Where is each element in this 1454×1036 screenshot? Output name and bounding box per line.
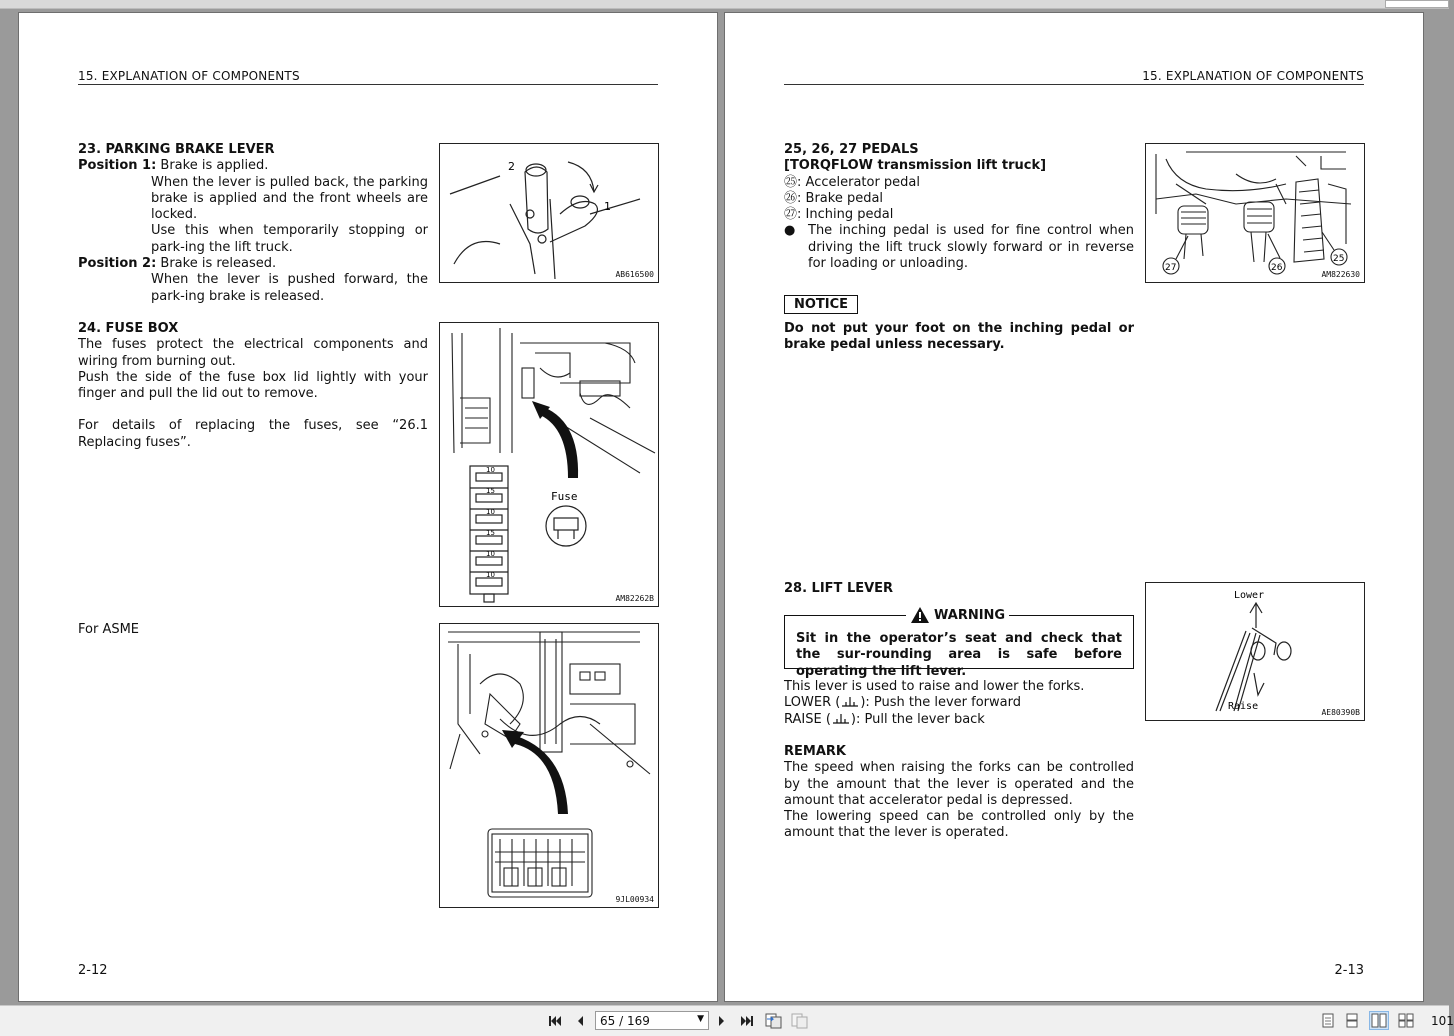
last-page-button[interactable] xyxy=(738,1012,756,1030)
navigation-toolbar xyxy=(0,1005,1454,1036)
figure-code: AM82262B xyxy=(615,594,654,603)
pedal-item xyxy=(784,175,1134,191)
first-page-button[interactable] xyxy=(546,1012,564,1030)
document-page-right xyxy=(724,12,1424,1002)
lower-label: LOWER ( xyxy=(784,695,841,711)
single-page-view-button[interactable] xyxy=(1318,1011,1338,1030)
figure-callout: 27 xyxy=(1165,263,1177,273)
figure-code: AE80390B xyxy=(1321,708,1360,717)
page-number: 2-13 xyxy=(1334,963,1364,978)
lift-description xyxy=(784,679,1134,728)
fuse-rating: 15 xyxy=(486,487,495,495)
section-title: 24. FUSE BOX xyxy=(78,321,179,336)
paragraph: Push the side of the fuse box lid lightly with your finger and pull the lid out to remove. xyxy=(78,369,428,402)
fuse-rating: 15 xyxy=(486,529,495,537)
next-page-button[interactable] xyxy=(714,1012,730,1030)
page-number: 2-12 xyxy=(78,963,108,978)
section-title: 28. LIFT LEVER xyxy=(784,581,894,596)
pedal-item-text: : Brake pedal xyxy=(797,190,884,206)
figure-callout: Lower xyxy=(1234,590,1265,601)
next-page-icon xyxy=(717,1014,727,1028)
lower-text: ): Push the lever forward xyxy=(860,695,1021,711)
pedals-drawing xyxy=(1146,144,1364,282)
page-header: 15. EXPLANATION OF COMPONENTS xyxy=(1142,69,1364,83)
warning-icon xyxy=(910,606,930,624)
pedal-item-text: : Accelerator pedal xyxy=(797,174,921,190)
previous-page-icon xyxy=(575,1014,585,1028)
fuse-rating: 10 xyxy=(486,466,495,474)
next-view-icon xyxy=(791,1013,809,1029)
figure-code: AM822630 xyxy=(1321,270,1360,279)
position-label: Position 2: xyxy=(78,256,157,272)
figure-callout: 1 xyxy=(604,200,611,213)
page-selector[interactable] xyxy=(595,1011,709,1030)
pedal-item xyxy=(784,191,1134,207)
position-label: Position 1: xyxy=(78,158,157,174)
notice-label: NOTICE xyxy=(784,295,858,314)
facing-view-button[interactable] xyxy=(1369,1011,1389,1030)
section-24 xyxy=(78,321,428,451)
zoom-level[interactable]: 101 xyxy=(1431,1014,1454,1028)
fuse-box-drawing xyxy=(440,323,658,606)
figure-callout: 26 xyxy=(1271,263,1283,273)
paragraph: This lever is used to raise and lower the forks. xyxy=(784,679,1085,694)
callout-number: ㉗ xyxy=(784,207,798,223)
warning-label: WARNING xyxy=(934,607,1006,623)
fuse-rating: 10 xyxy=(486,550,495,558)
next-view-button[interactable] xyxy=(790,1012,810,1030)
last-page-icon xyxy=(740,1014,754,1028)
raise-label: RAISE ( xyxy=(784,711,831,727)
bullet-item xyxy=(784,223,1134,272)
section-title: 25, 26, 27 PEDALS xyxy=(784,142,919,157)
paragraph: When the lever is pushed forward, the park-ing brake is released. xyxy=(151,272,428,304)
parking-brake-drawing xyxy=(440,144,658,282)
lift-lever-figure xyxy=(1145,582,1365,721)
callout-number: ㉕ xyxy=(784,174,798,190)
section-title: 23. PARKING BRAKE LEVER xyxy=(78,142,275,157)
remark-section xyxy=(784,744,1134,842)
paragraph: The lowering speed can be controlled only by the amount that the lever is operated. xyxy=(784,809,1134,841)
fuse-label: Fuse xyxy=(551,490,578,503)
pedals-figure xyxy=(1145,143,1365,283)
document-page-left xyxy=(18,12,718,1002)
asme-fuse-drawing xyxy=(440,624,658,907)
lift-lever-drawing xyxy=(1146,583,1364,720)
pedal-item-text: : Inching pedal xyxy=(797,207,894,223)
continuous-facing-view-button[interactable] xyxy=(1396,1011,1416,1030)
pedal-item xyxy=(784,207,1134,223)
notice-text: Do not put your foot on the inching pedal or brake pedal unless necessary. xyxy=(784,321,1134,353)
asme-fuse-figure xyxy=(439,623,659,908)
warning-title xyxy=(906,606,1009,624)
figure-code: 9JL00934 xyxy=(615,895,654,904)
top-search-box[interactable] xyxy=(1385,0,1449,8)
raise-text: ): Pull the lever back xyxy=(850,711,985,727)
figure-callout: 2 xyxy=(508,160,515,173)
page-header: 15. EXPLANATION OF COMPONENTS xyxy=(78,69,300,83)
paragraph: Use this when temporarily stopping or park-ing the lift truck. xyxy=(151,223,428,255)
chevron-down-icon: ▼ xyxy=(697,1014,704,1024)
header-rule xyxy=(784,84,1364,85)
paragraph: The fuses protect the electrical components and wiring from burning out. xyxy=(78,337,428,369)
previous-view-icon xyxy=(765,1013,783,1029)
header-rule xyxy=(78,84,658,85)
bullet-icon: ● xyxy=(784,223,796,239)
remark-title: REMARK xyxy=(784,744,846,759)
previous-view-button[interactable] xyxy=(764,1012,784,1030)
section-23 xyxy=(78,142,428,305)
raise-symbol-icon xyxy=(831,713,851,725)
page-selector-value: 65 / 169 xyxy=(600,1013,650,1028)
previous-page-button[interactable] xyxy=(572,1012,588,1030)
single-page-icon xyxy=(1322,1013,1334,1028)
section-subtitle: [TORQFLOW transmission lift truck] xyxy=(784,158,1047,174)
paragraph: For details of replacing the fuses, see “26.1 Replacing fuses”. xyxy=(78,418,428,450)
continuous-view-button[interactable] xyxy=(1342,1011,1362,1030)
fuse-rating: 10 xyxy=(486,571,495,579)
lower-symbol-icon xyxy=(840,696,860,708)
fuse-rating: 10 xyxy=(486,508,495,516)
position-text: Brake is released. xyxy=(160,256,277,272)
facing-pages-icon xyxy=(1371,1013,1387,1028)
raise-line xyxy=(784,712,1134,728)
continuous-page-icon xyxy=(1346,1013,1358,1028)
first-page-icon xyxy=(548,1014,562,1028)
asme-label: For ASME xyxy=(78,622,140,637)
figure-code: AB616500 xyxy=(615,270,654,279)
lower-line xyxy=(784,695,1134,711)
parking-brake-figure xyxy=(439,143,659,283)
fuse-box-figure xyxy=(439,322,659,607)
figure-callout: 25 xyxy=(1333,254,1345,264)
figure-callout: Raise xyxy=(1228,701,1259,712)
paragraph: The speed when raising the forks can be controlled by the amount that the lever is operated and the amount that accelerator pedal is depressed. xyxy=(784,760,1134,808)
warning-text: Sit in the operator’s seat and check that the sur-rounding area is safe before operating the lift lever. xyxy=(796,631,1122,679)
position-text: Brake is applied. xyxy=(160,158,269,174)
callout-number: ㉖ xyxy=(784,190,798,206)
window-top-bar xyxy=(0,0,1449,9)
section-pedals xyxy=(784,142,1134,272)
continuous-facing-icon xyxy=(1398,1013,1414,1028)
paragraph: When the lever is pulled back, the parking brake is applied and the front wheels are locked. xyxy=(151,174,428,223)
bullet-text: The inching pedal is used for fine control when driving the lift truck slowly forward or in reverse for loading or unloading. xyxy=(808,223,1134,272)
